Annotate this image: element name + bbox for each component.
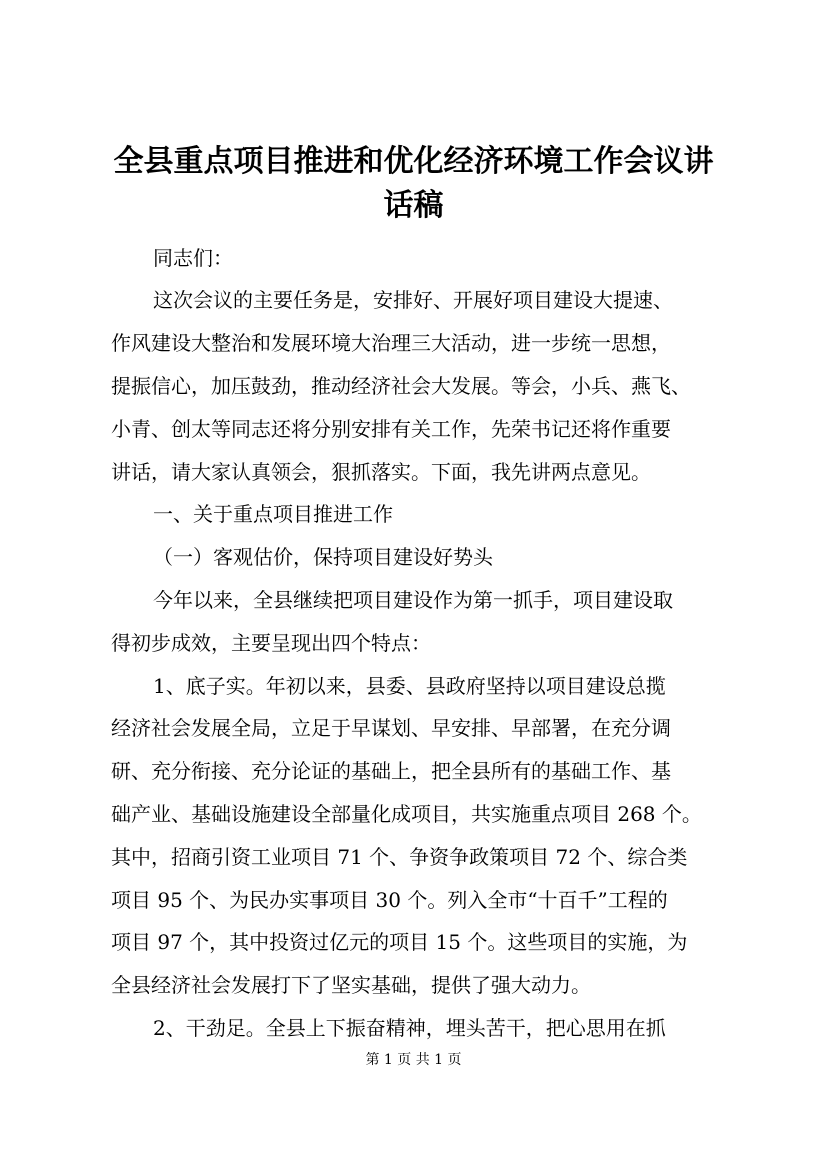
paragraph-line: 这次会议的主要任务是，安排好、开展好项目建设大提速、 [153, 288, 673, 312]
title-line-2: 话稿 [383, 188, 444, 223]
paragraph-line: 研、充分衔接、充分论证的基础上，把全县所有的基础工作、基 [111, 759, 671, 783]
salutation: 同志们： [153, 246, 233, 270]
paragraph-line: 作风建设大整治和发展环境大治理三大活动，进一步统一思想， [111, 331, 671, 355]
paragraph-line: 项目 95 个、为民办实事项目 30 个。列入全市“十百千”工程的 [111, 888, 668, 912]
document-title [100, 140, 727, 228]
paragraph-line: 得初步成效，主要呈现出四个特点： [111, 631, 431, 655]
paragraph-line: 础产业、基础设施建设全部量化成项目，共实施重点项目 268 个。 [111, 802, 702, 826]
paragraph-line: 其中，招商引资工业项目 71 个、争资争政策项目 72 个、综合类 [111, 845, 688, 869]
title-line-1: 全县重点项目推进和优化经济环境工作会议讲 [113, 144, 714, 179]
page-footer: 第 1 页 共 1 页 [365, 1052, 462, 1068]
paragraph-line: 经济社会发展全局，立足于早谋划、早安排、早部署，在充分调 [111, 716, 671, 740]
subsection-heading: （一）客观估价，保持项目建设好势头 [153, 545, 493, 569]
paragraph-line: 项目 97 个，其中投资过亿元的项目 15 个。这些项目的实施，为 [111, 930, 688, 954]
paragraph-line: 提振信心，加压鼓劲，推动经济社会大发展。等会，小兵、燕飞、 [111, 374, 691, 398]
paragraph-line: 1、底子实。年初以来，县委、县政府坚持以项目建设总揽 [153, 674, 666, 698]
paragraph-line: 全县经济社会发展打下了坚实基础，提供了强大动力。 [111, 973, 591, 997]
paragraph-line: 2、干劲足。全县上下振奋精神，埋头苦干，把心思用在抓 [153, 1016, 666, 1040]
section-heading: 一、关于重点项目推进工作 [153, 502, 393, 526]
paragraph-line: 讲话，请大家认真领会，狠抓落实。下面，我先讲两点意见。 [111, 460, 651, 484]
paragraph-line: 今年以来，全县继续把项目建设作为第一抓手，项目建设取 [153, 588, 673, 612]
paragraph-line: 小青、创太等同志还将分别安排有关工作，先荣书记还将作重要 [111, 417, 671, 441]
